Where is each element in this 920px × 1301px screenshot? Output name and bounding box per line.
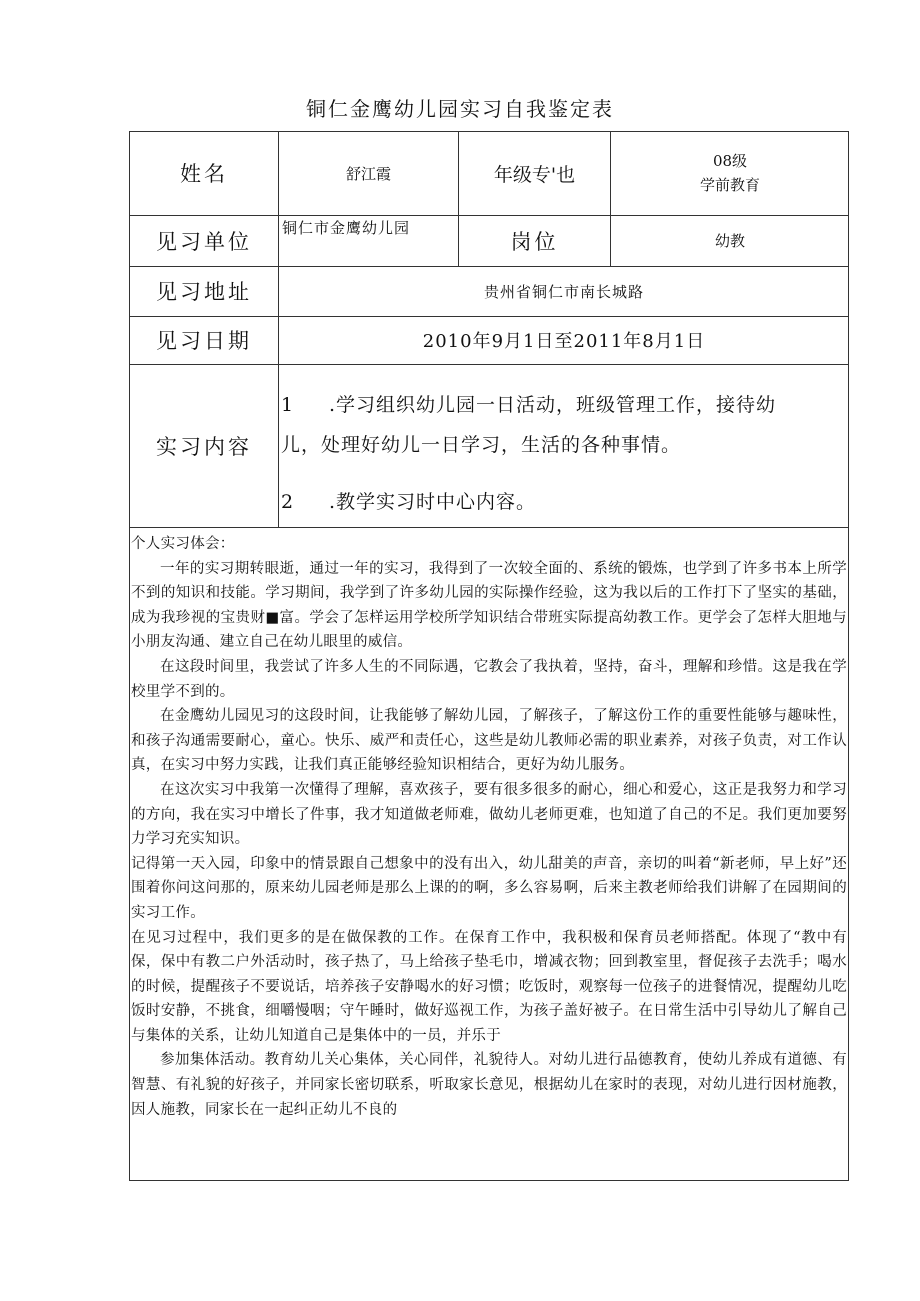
address-label: 见习地址 (156, 280, 252, 304)
unit-value: 铜仁市金鹰幼儿园 (282, 218, 411, 237)
experience-paragraph: 参加集体活动。教育幼儿关心集体，关心同伴，礼貌待人。对幼儿进行品德教育，使幼儿养成有道德、有智慧、有礼貌的好孩子，并同家长密切联系，听取家长意见，根据幼儿在家时的表现，对幼儿进行因材施教，因人施教，同家长在一起纠正幼儿不良的 (131, 1052, 847, 1118)
experience-paragraph: 在金鹰幼儿园见习的这段时间，让我能够了解幼儿园，了解孩子，了解这份工作的重要性能够与趣味性，和孩子沟通需要耐心，童心。快乐、威严和责任心，这些是幼儿教师必需的职业素养，对孩子负责，对工作认真，在实习中努力实践，让我们真正能够经验知识相结合，更好为幼儿服务。 (131, 708, 847, 774)
content-item-text: .学习组织幼儿园一日活动，班级管理工作，接待幼 (329, 394, 777, 416)
name-value: 舒江霞 (345, 164, 391, 183)
date-label: 见习日期 (156, 329, 252, 353)
grade-major-label: 年级专'也 (493, 163, 576, 186)
content-label: 实习内容 (156, 434, 252, 459)
document-title: 铜仁金鹰幼儿园实习自我鉴定表 (306, 97, 614, 121)
row-divider (129, 527, 849, 528)
date-value: 2010年9月1日至2011年8月1日 (422, 331, 706, 352)
position-label: 岗位 (510, 229, 559, 254)
experience-heading: 个人实习体会： (131, 536, 235, 552)
grade-value: 08级 (712, 152, 748, 170)
experience-paragraph: 在这次实习中我第一次懂得了理解，喜欢孩子，要有很多很多的耐心，细心和爱心，这正是我努力和学习的方向，我在实习中增长了件事，我才知道做老师难，做幼儿老师更难，也知道了自己的不足。我们更加要努力学习充实知识。 (131, 781, 847, 848)
major-value: 学前教育 (699, 176, 760, 194)
address-value: 贵州省铜仁市南长城路 (483, 282, 644, 301)
experience-paragraph: 在见习过程中，我们更多的是在做保教的工作。在保育工作中，我积极和保育员老师搭配。体现了“教中有保，保中有教二户外活动时，孩子热了，马上给孩子垫毛巾，增减衣物；回到教室里，督促孩子去洗手；喝水的时候，提醒孩子不要说话，培养孩子安静喝水的好习惯；吃饭时，观察每一位孩子的进餐情况，提醒幼儿吃饭时安静，不挑食，细嚼慢咽；守午睡时，做好巡视工作，为孩子盖好被子。在日常生活中引导幼儿了解自己与集体的关系，让幼儿知道自己是集体中的一员，并乐于 (131, 929, 847, 1044)
content-item-text: .教学实习时中心内容。 (329, 491, 537, 513)
content-item-number: 2 (281, 491, 295, 513)
experience-section (131, 532, 847, 1122)
experience-paragraph: 在这段时间里，我尝试了许多人生的不同际遇，它教会了我执着，坚持，奋斗，理解和珍惜。这是我在学校里学不到的。 (131, 658, 847, 700)
experience-paragraph: 一年的实习期转眼逝，通过一年的实习，我得到了一次较全面的、系统的锻炼，也学到了许多书本上所学不到的知识和技能。学习期间，我学到了许多幼儿园的实际操作经验，这为我以后的工作打下了坚实的基础，成为我珍视的宝贵财■富。学会了怎样运用学校所学知识结合带班实际提高幼教工作。更学会了怎样大胆地与小朋友沟通、建立自己在幼儿眼里的威信。 (131, 560, 847, 651)
content-item-text-continued: 儿，处理好幼儿一日学习，生活的各种事情。 (281, 434, 682, 456)
content-item-1 (281, 385, 776, 465)
experience-paragraph: 记得第一天入园，印象中的情景跟自己想象中的没有出入，幼儿甜美的声音，亲切的叫着“新老师，早上好”还围着你问这问那的，原来幼儿园老师是那么上课的的啊，多么容易啊，后来主教老师给我们讲解了在园期间的实习工作。 (131, 855, 847, 921)
content-item-2 (281, 482, 536, 522)
grade-major-value (611, 131, 849, 215)
name-label: 姓名 (180, 162, 228, 186)
unit-label: 见习单位 (156, 229, 252, 254)
position-value: 幼教 (714, 232, 745, 250)
content-item-number: 1 (281, 394, 295, 416)
